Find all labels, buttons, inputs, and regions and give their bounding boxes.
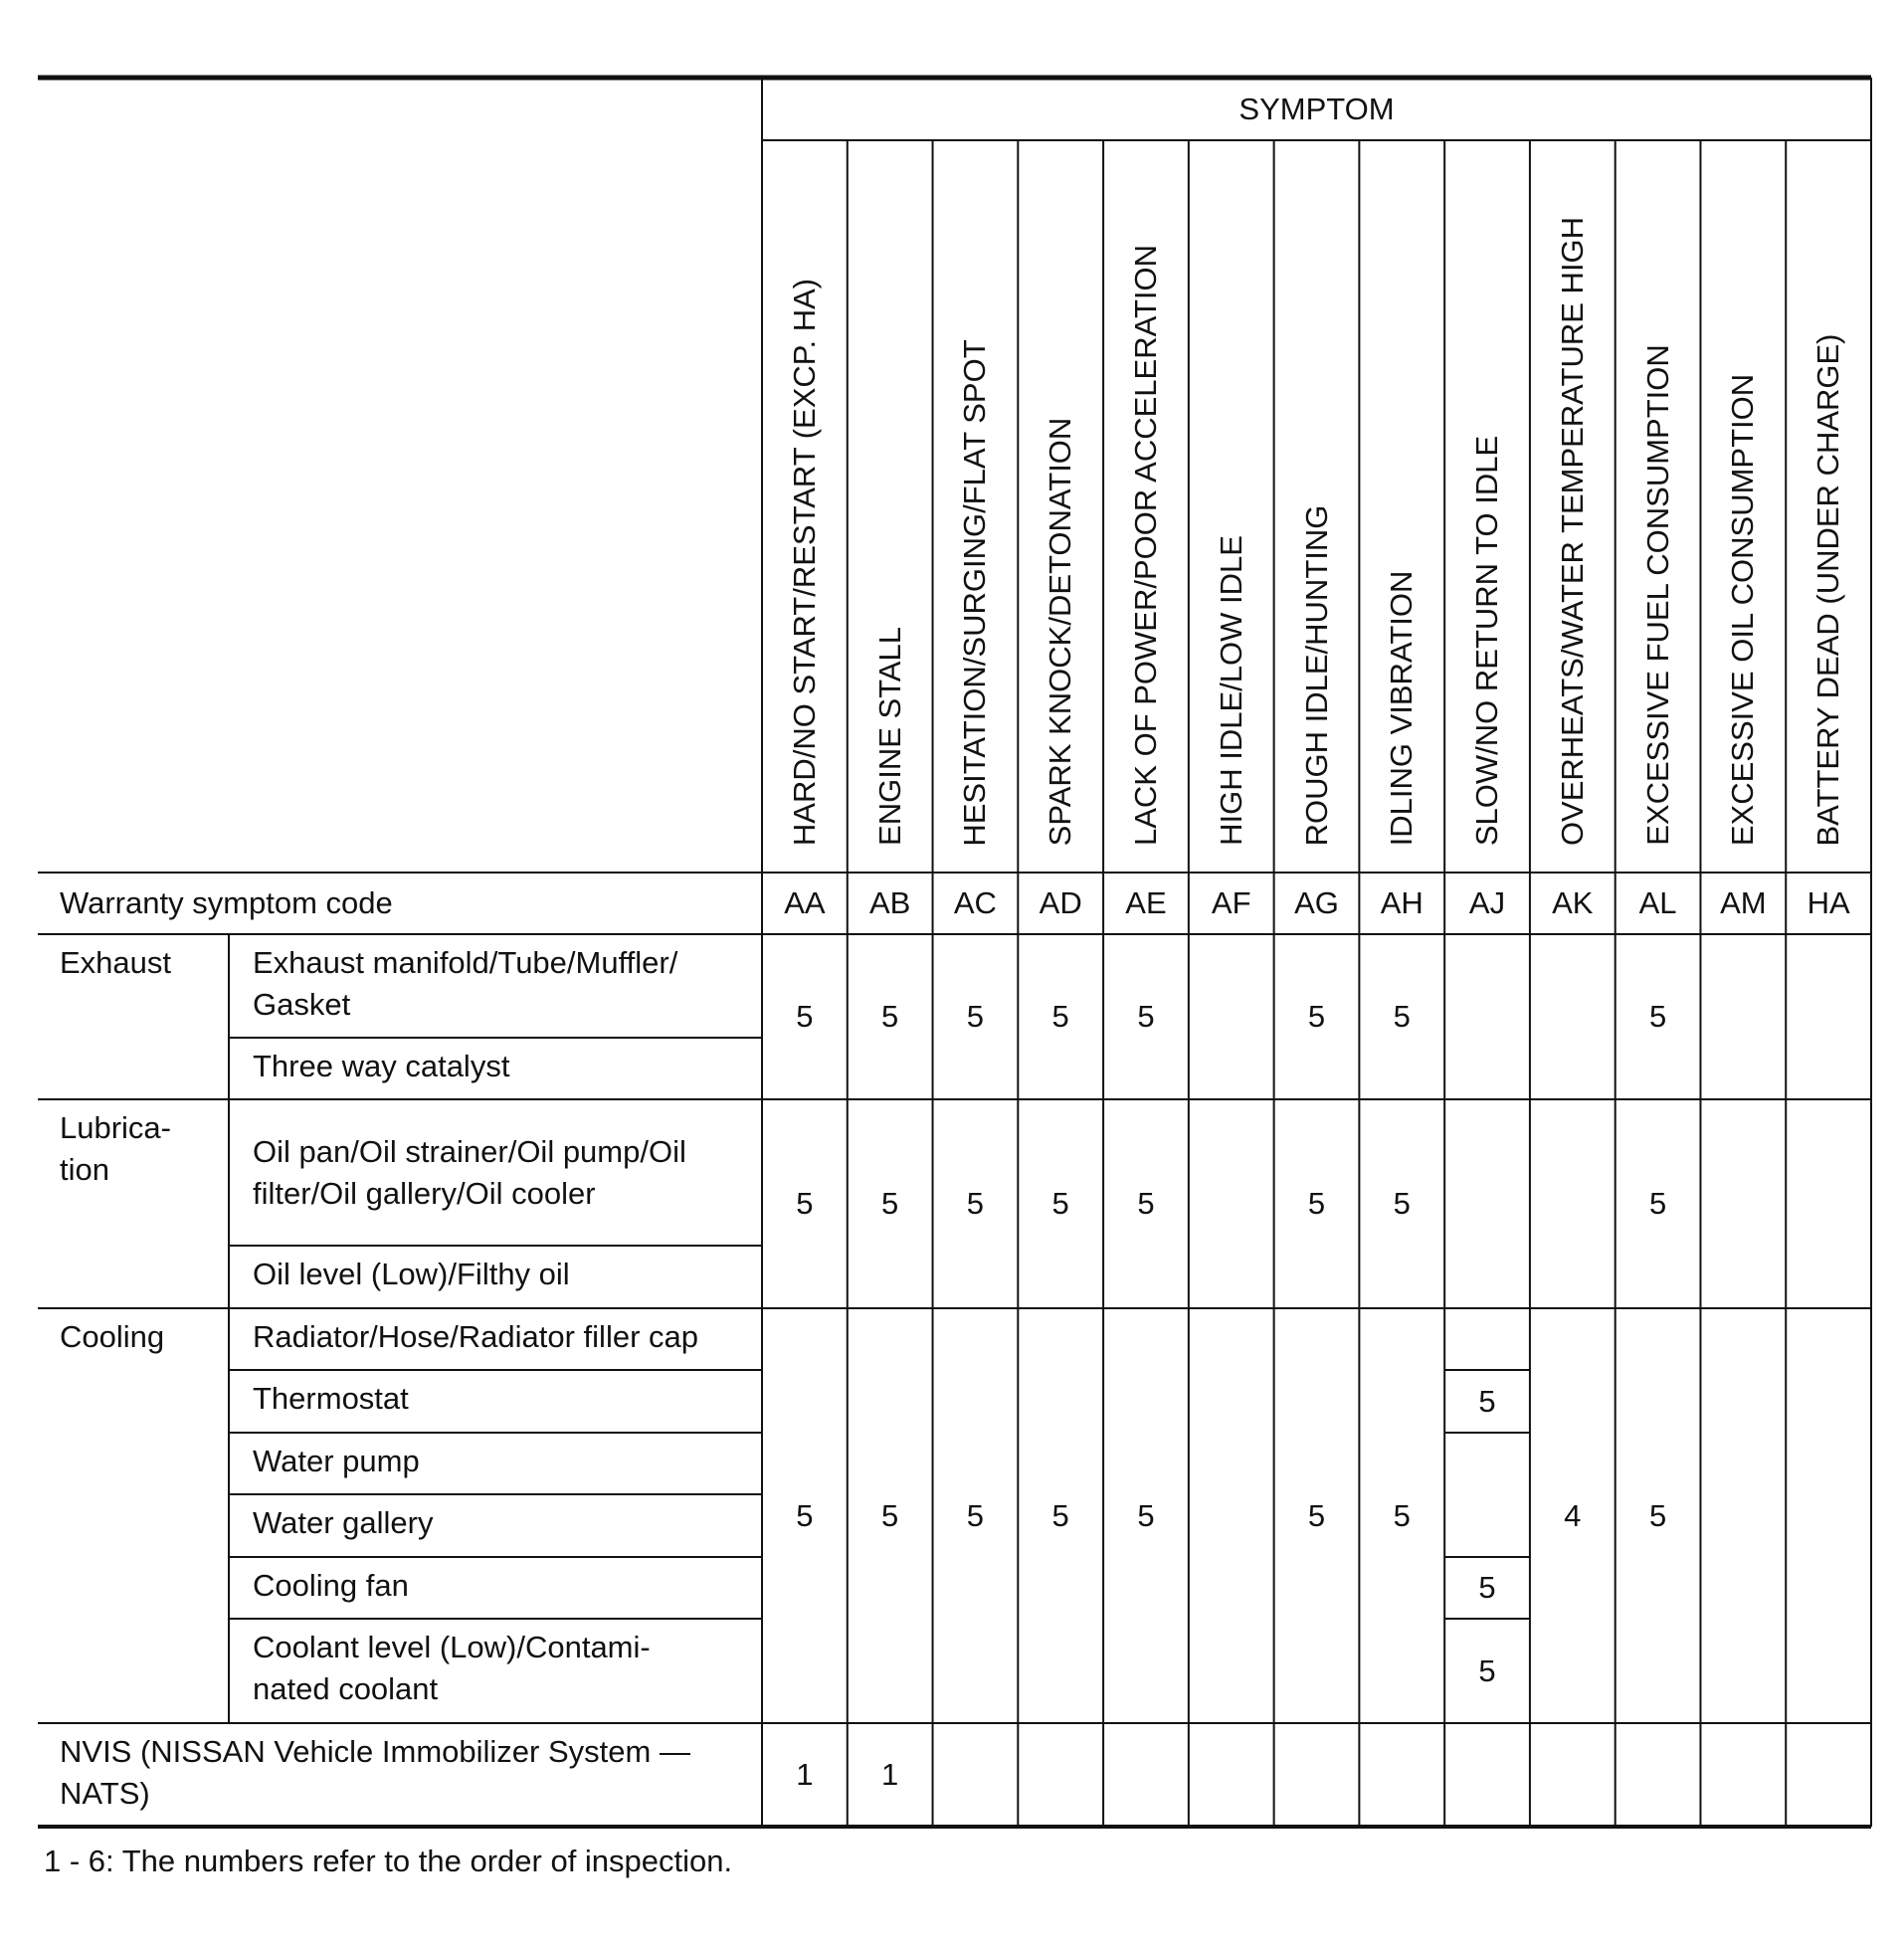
nvis-value-1: 1 <box>881 1757 899 1792</box>
symptom-header-7: IDLING VIBRATION <box>1384 570 1420 846</box>
symptom-header-6: ROUGH IDLE/HUNTING <box>1298 504 1334 846</box>
section-label-cooling: Cooling <box>60 1319 165 1354</box>
exhaust-value-3: 5 <box>1051 999 1069 1034</box>
warranty-code-AC: AC <box>953 885 997 920</box>
symptom-header-12: BATTERY DEAD (UNDER CHARGE) <box>1810 332 1846 847</box>
symptom-header-11: EXCESSIVE OIL CONSUMPTION <box>1725 373 1761 847</box>
item-oil-level: Oil level (Low)/Filthy oil <box>253 1257 570 1291</box>
section-label-nvis: NVIS (NISSAN Vehicle Immobilizer System — NATS) <box>60 1734 690 1811</box>
lubrication-value-1: 5 <box>881 1186 899 1221</box>
nvis-value-0: 1 <box>796 1757 814 1792</box>
cooling-value-3: 5 <box>1051 1497 1069 1533</box>
symptom-header-5: HIGH IDLE/LOW IDLE <box>1213 535 1248 846</box>
lubrication-value-7: 5 <box>1393 1186 1411 1221</box>
item-exhaust-manifold: Exhaust manifold/Tube/Muffler/ Gasket <box>253 945 678 1022</box>
item-cooling-0: Radiator/Hose/Radiator filler cap <box>253 1319 698 1354</box>
symptom-header-4: LACK OF POWER/POOR ACCELERATION <box>1127 244 1163 847</box>
cooling-value-1: 5 <box>881 1497 899 1533</box>
warranty-code-AB: AB <box>868 885 911 920</box>
slow-idle-cooling-fan-value: 5 <box>1478 1570 1496 1605</box>
item-cooling-4: Cooling fan <box>253 1568 409 1603</box>
cooling-value-6: 5 <box>1307 1497 1326 1533</box>
warranty-code-AH: AH <box>1380 885 1424 920</box>
warranty-code-AM: AM <box>1720 885 1767 920</box>
exhaust-value-2: 5 <box>966 999 985 1034</box>
warranty-code-AF: AF <box>1211 885 1251 920</box>
exhaust-value-7: 5 <box>1393 999 1411 1034</box>
lubrication-value-4: 5 <box>1137 1186 1155 1221</box>
cooling-value-0: 5 <box>796 1497 814 1533</box>
footnote: 1 - 6: The numbers refer to the order of inspection. <box>44 1844 733 1878</box>
exhaust-value-6: 5 <box>1307 999 1326 1034</box>
symptom-header-0: HARD/NO START/RESTART (EXCP. HA) <box>786 278 822 847</box>
lubrication-value-0: 5 <box>796 1186 814 1221</box>
symptom-header-2: HESITATION/SURGING/FLAT SPOT <box>957 338 993 847</box>
section-label-lubrication: Lubrica- tion <box>60 1110 171 1187</box>
warranty-code-AG: AG <box>1294 885 1339 920</box>
item-cooling-5: Coolant level (Low)/Contami- nated coolant <box>253 1630 651 1706</box>
lubrication-value-10: 5 <box>1648 1186 1667 1221</box>
exhaust-value-1: 5 <box>881 999 899 1034</box>
item-cooling-1: Thermostat <box>253 1381 409 1416</box>
symptom-header-3: SPARK KNOCK/DETONATION <box>1043 417 1078 846</box>
cooling-value-2: 5 <box>966 1497 985 1533</box>
lubrication-value-3: 5 <box>1051 1186 1069 1221</box>
exhaust-value-0: 5 <box>796 999 814 1034</box>
warranty-code-AE: AE <box>1125 885 1167 920</box>
slow-idle-coolant-value: 5 <box>1478 1652 1496 1688</box>
symptom-header-8: SLOW/NO RETURN TO IDLE <box>1469 435 1505 847</box>
lubrication-value-6: 5 <box>1307 1186 1326 1221</box>
warranty-code-AK: AK <box>1552 885 1594 920</box>
symptom-group-label: SYMPTOM <box>1238 91 1395 126</box>
lubrication-value-2: 5 <box>966 1186 985 1221</box>
warranty-code-AJ: AJ <box>1468 885 1506 920</box>
cooling-value-10: 5 <box>1648 1497 1667 1533</box>
warranty-code-AA: AA <box>784 885 826 920</box>
warranty-code-AL: AL <box>1638 885 1677 920</box>
warranty-code-HA: HA <box>1807 885 1850 920</box>
cooling-value-4: 5 <box>1137 1497 1155 1533</box>
symptom-header-1: ENGINE STALL <box>871 627 907 846</box>
exhaust-value-4: 5 <box>1137 999 1155 1034</box>
item-three-way-catalyst: Three way catalyst <box>253 1049 510 1083</box>
slow-idle-thermostat-value: 5 <box>1478 1383 1496 1419</box>
section-label-exhaust: Exhaust <box>60 945 172 980</box>
symptom-header-9: OVERHEATS/WATER TEMPERATURE HIGH <box>1554 216 1590 847</box>
item-cooling-2: Water pump <box>253 1444 420 1478</box>
exhaust-value-10: 5 <box>1648 999 1667 1034</box>
cooling-value-7: 5 <box>1393 1497 1411 1533</box>
warranty-label: Warranty symptom code <box>60 885 393 920</box>
item-cooling-3: Water gallery <box>253 1505 434 1540</box>
item-oil-pan: Oil pan/Oil strainer/Oil pump/Oil filter/Oil gallery/Oil cooler <box>253 1133 686 1211</box>
warranty-code-AD: AD <box>1039 885 1082 920</box>
cooling-value-9: 4 <box>1564 1497 1582 1533</box>
symptom-header-10: EXCESSIVE FUEL CONSUMPTION <box>1639 344 1675 846</box>
